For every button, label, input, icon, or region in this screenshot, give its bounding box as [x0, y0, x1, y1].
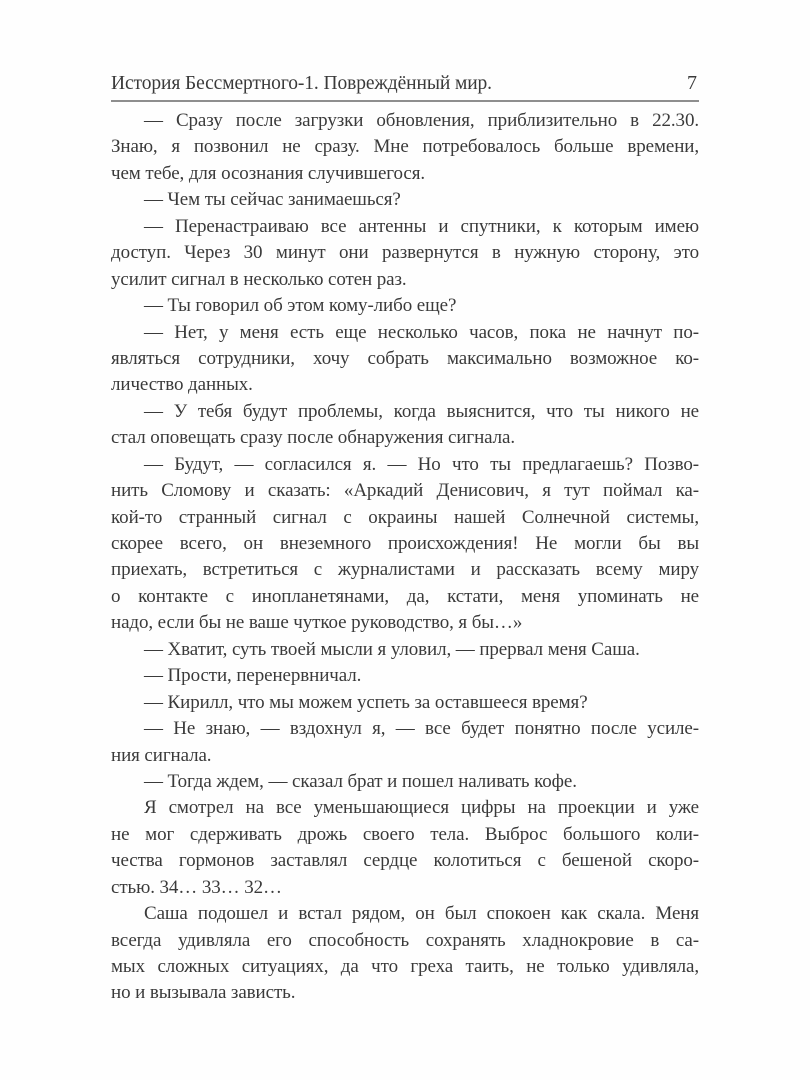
- paragraph: [111, 108, 699, 187]
- text-line: — Тогда ждем, — сказал брат и пошел наливать кофе.: [144, 770, 577, 792]
- text-line: усилит сигнал в несколько сотен раз.: [111, 268, 407, 290]
- text-line: мых сложных ситуациях, да что греха таить, не только удивляла,: [111, 956, 699, 977]
- text-line: о контакте с инопланетянами, да, кстати, меня упоминать не: [111, 585, 699, 607]
- text-line: Саша подошел и встал рядом, он был спокоен как скала. Меня: [144, 903, 699, 925]
- text-line: — Будут, — согласился я. — Но что ты предлагаешь? Позво-: [144, 453, 699, 475]
- text-line: — Сразу после загрузки обновления, приблизительно в 22.30.: [144, 110, 699, 131]
- text-line: — Ты говорил об этом кому-либо еще?: [144, 295, 457, 317]
- text-line: всегда удивляла его способность сохранять хладнокровие в са-: [111, 929, 699, 951]
- text-line: — Чем ты сейчас занимаешься?: [144, 189, 401, 211]
- paragraph: [111, 637, 699, 663]
- paragraph: [111, 320, 699, 399]
- paragraph: [111, 663, 699, 689]
- text-line: скорее всего, он внеземного происхождения! Не могли бы вы: [111, 533, 699, 554]
- paragraph: [111, 187, 699, 213]
- text-line: — Не знаю, — вздохнул я, — все будет понятно после усиле-: [144, 718, 699, 740]
- paragraph: [111, 716, 699, 769]
- paragraph: [111, 901, 699, 1007]
- text-line: — Нет, у меня есть еще несколько часов, пока не начнут по-: [144, 321, 699, 343]
- paragraph: [111, 452, 699, 637]
- text-line: — У тебя будут проблемы, когда выяснится, что ты никого не: [144, 400, 699, 422]
- text-line: — Хватит, суть твоей мысли я уловил, — прервал меня Саша.: [144, 638, 640, 660]
- text-line: кой-то странный сигнал с окраины нашей Солнечной системы,: [111, 506, 699, 528]
- paragraph: [111, 795, 699, 901]
- text-line: не мог сдерживать дрожь своего тела. Выброс большого коли-: [111, 823, 699, 845]
- text-line: надо, если бы не ваше чуткое руководство, я бы…»: [111, 612, 523, 634]
- paragraph: [111, 690, 699, 716]
- text-line: ния сигнала.: [111, 744, 212, 766]
- paragraph: [111, 769, 699, 795]
- text-line: но и вызывала зависть.: [111, 982, 296, 1004]
- text-line: чем тебе, для осознания случившегося.: [111, 162, 426, 184]
- text-line: — Прости, перенервничал.: [144, 665, 362, 687]
- page-header: [111, 72, 699, 102]
- text-block: [111, 108, 699, 1007]
- text-line: являться сотрудники, хочу собрать максимально возможное ко-: [111, 347, 699, 369]
- running-title: История Бессмертного-1. Повреждённый мир.: [111, 73, 492, 94]
- text-line: Я смотрел на все уменьшающиеся цифры на проекции и уже: [144, 797, 699, 819]
- text-line: Знаю, я позвонил не сразу. Мне потребовалось больше времени,: [111, 136, 699, 158]
- paragraph: [111, 214, 699, 293]
- text-line: стал оповещать сразу после обнаружения сигнала.: [111, 427, 516, 449]
- text-line: — Перенастраиваю все антенны и спутники, к которым имею: [144, 215, 699, 237]
- page-number: 7: [687, 72, 697, 94]
- text-line: доступ. Через 30 минут они развернутся в нужную сторону, это: [111, 242, 699, 264]
- text-line: нить Сломову и сказать: «Аркадий Денисович, я тут поймал ка-: [111, 480, 699, 502]
- text-line: личество данных.: [111, 374, 253, 396]
- text-line: приехать, встретиться с журналистами и рассказать всему миру: [111, 559, 699, 581]
- paragraph: [111, 293, 699, 319]
- paragraph: [111, 399, 699, 452]
- text-line: — Кирилл, что мы можем успеть за оставшееся время?: [144, 691, 588, 713]
- text-line: чества гормонов заставлял сердце колотиться с бешеной скоро-: [111, 850, 699, 872]
- text-line: стью. 34… 33… 32…: [111, 876, 282, 898]
